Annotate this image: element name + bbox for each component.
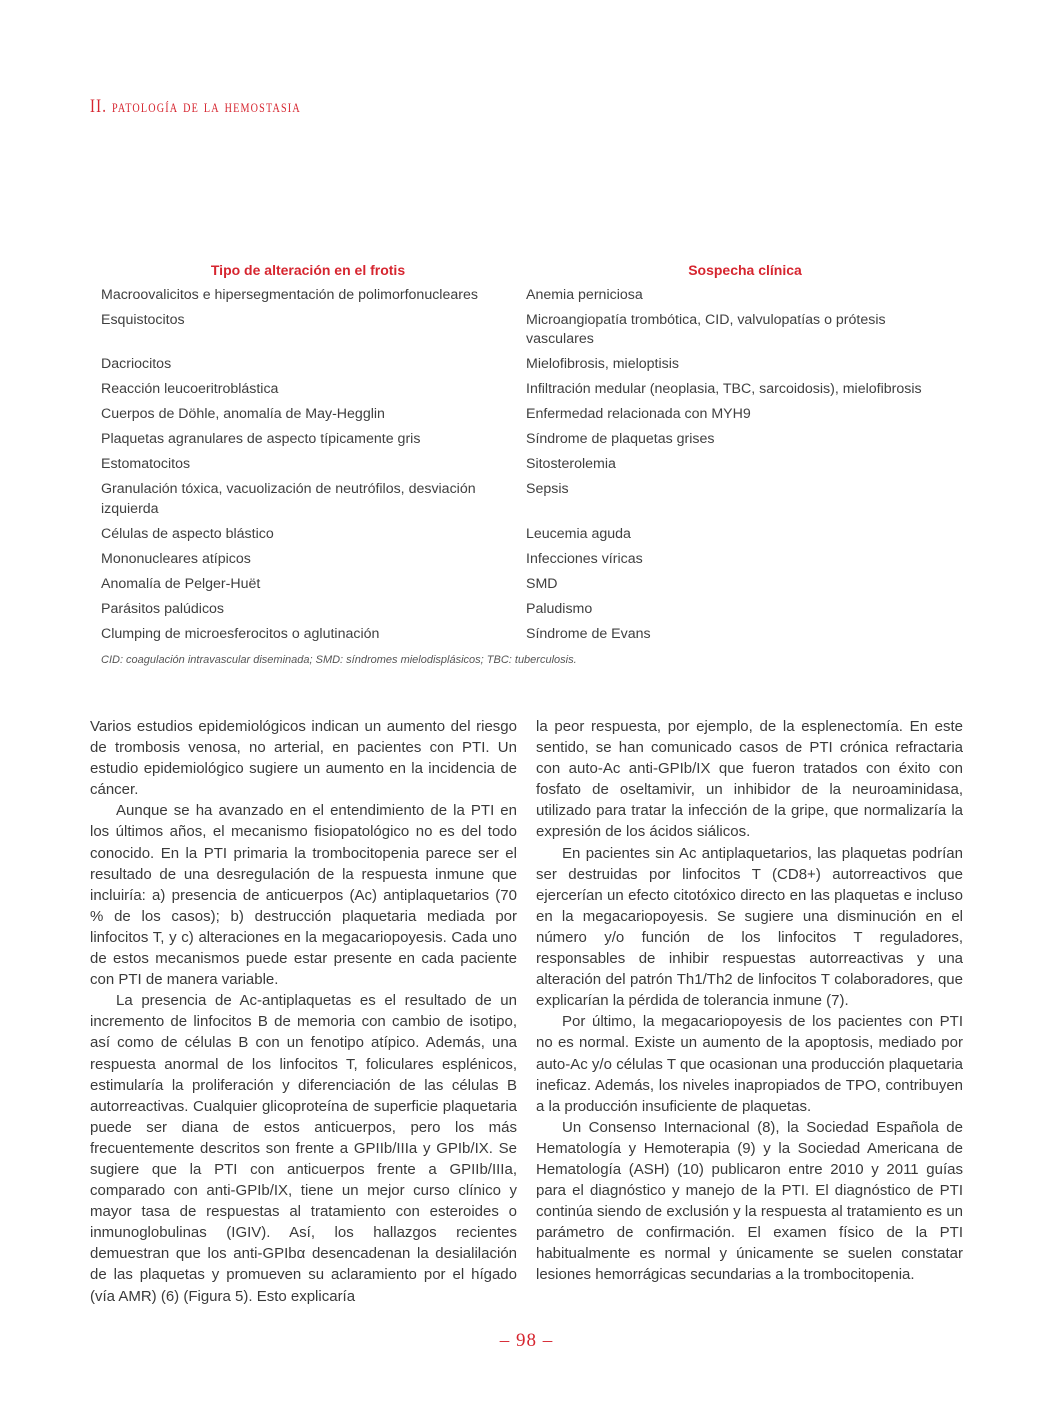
table-row [90,428,964,453]
table-cell-alteration: Mononucleares atípicos [101,550,251,567]
table-row [90,283,964,308]
table-row [90,378,964,403]
section-title: II. patología de la hemostasia [90,96,301,117]
table-cell-suspicion: Síndrome de Evans [526,625,651,642]
table-cell-alteration: Parásitos palúdicos [101,600,225,617]
table-cell-suspicion: Infiltración medular (neoplasia, TBC, sarcoidosis), mielofibrosis [526,381,922,397]
table-header-suspicion: Sospecha clínica [688,261,802,278]
smear-findings-table [90,258,964,647]
table-body [90,283,964,647]
table-cell-alteration: Esquistocitos [101,311,185,328]
table-cell-alteration: Reacción leucoeritroblástica [101,381,279,397]
table-header [90,258,964,283]
paragraph: la peor respuesta, por ejemplo, de la esplenectomía. En este sentido, se han comunicado casos de PTI crónica refractaria con auto-Ac anti-GPIb/IX que fueron tratados con éxito con fosfato de oseltamivir, un inhibidor de la neuroaminidasa, utilizado para tratar la infección de la gripe, que normalizaría la expresión de los ácidos siálicos. [536,718,963,841]
table-cell-alteration: Plaquetas agranulares de aspecto típicamente gris [101,431,421,447]
paragraph: Por último, la megacariopoyesis de los pacientes con PTI no es normal. Existe un aumento de la apoptosis, mediado por auto-Ac y/o células T que ocasionan una producción plaquetaria ineficaz. Además, los niveles inapropiados de TPO, contribuyen a la producción insuficiente de plaquetas. [536,1013,963,1115]
table-cell-suspicion: SMD [526,575,558,592]
paragraph: Varios estudios epidemiológicos indican un aumento del riesgo de trombosis venosa, no arterial, en pacientes con PTI. Un estudio epidemiológico sugiere un aumento en la incidencia de cáncer. [90,718,517,799]
table-cell-alteration: Células de aspecto blástico [101,525,274,542]
table-row [90,478,964,523]
table-row [90,308,964,353]
page-number: – 98 – [499,1330,554,1351]
table-row [90,353,964,378]
table-cell-suspicion: Enfermedad relacionada con MYH9 [526,406,751,422]
table-cell-alteration: Dacriocitos [101,356,172,372]
table-cell-suspicion: Sitosterolemia [526,456,616,472]
table-cell-alteration: Anomalía de Pelger-Huët [101,575,261,592]
table-cell-suspicion: Leucemia aguda [526,525,631,542]
body-column-right [536,716,963,1286]
paragraph: En pacientes sin Ac antiplaquetarios, las plaquetas podrían ser destruidas por linfocitos T (CD8+) autorreactivos que ejercerían un efecto citotóxico directo en las plaquetas e incluso en la megacariopoyesis. Se sugiere una disminución en el número y/o función de los linfocitos T reguladores, responsables de inhibir respuestas autorreactivas y una alteración del patrón Th1/Th2 de linfocitos T colaboradores, que explicarían la pérdida de tolerancia inmune (7). [536,844,963,1010]
table-cell-suspicion: Microangiopatía trombótica, CID, valvulopatías o prótesis vasculares [526,311,886,347]
table-row [90,522,964,547]
table-cell-alteration: Macroovalicitos e hipersegmentación de polimorfonucleares [101,286,478,303]
table-cell-suspicion: Sepsis [526,481,569,497]
table-row [90,547,964,572]
paragraph: La presencia de Ac-antiplaquetas es el resultado de un incremento de linfocitos B de memoria con cambio de isotipo, así como de células B con un fenotipo atípico. Además, una respuesta anormal de los linfocitos T, foliculares esplénicos, estimularía la proliferación y diferenciación de las células B autorreactivas. Cualquier glicoproteína de superficie plaquetaria puede ser diana de estos anticuerpos, pero los más frecuentemente descritos son frente a GPIIb/IIIa y GPIb/IX. Se sugiere que la PTI con anticuerpos frente a GPIIb/IIIa, comparado con anti-GPIb/IX, tiene un mejor curso clínico y mayor tasa de respuestas al tratamiento con esteroides o inmunoglobulinas (IGIV). Así, los hallazgos recientes demuestran que los anti-GPIbα desencadenan la desialilación de las plaquetas y promueven su aclaramiento por el hígado (vía AMR) (6) (Figura 5). Esto explicaría [90,992,517,1305]
table-row [90,597,964,622]
table-cell-suspicion: Mielofibrosis, mieloptisis [526,356,679,372]
table-footnote: CID: coagulación intravascular diseminada; SMD: síndromes mielodisplásicos; TBC: tuberculosis. [101,654,577,666]
table-cell-alteration: Granulación tóxica, vacuolización de neutrófilos, desviación izquierda [101,481,476,517]
table-cell-suspicion: Anemia perniciosa [526,286,643,303]
table-row [90,453,964,478]
paragraph: Aunque se ha avanzado en el entendimiento de la PTI en los últimos años, el mecanismo fisiopatológico no es del todo conocido. En la PTI primaria la trombocitopenia parece ser el resultado de una desregulación de la respuesta inmune que incluiría: a) presencia de anticuerpos (Ac) antiplaquetarios (70 % de los casos); b) destrucción plaquetaria mediada por linfocitos T, y c) alteraciones en la megacariopoyesis. Cada uno de estos mecanismos puede estar presente en cada paciente con PTI de manera variable. [90,802,517,989]
table-row [90,572,964,597]
table-cell-alteration: Estomatocitos [101,456,191,472]
table-cell-alteration: Clumping de microesferocitos o aglutinación [101,625,380,642]
body-column-left [90,716,517,1307]
table-cell-suspicion: Paludismo [526,600,593,617]
table-cell-alteration: Cuerpos de Döhle, anomalía de May-Hegglin [101,406,385,422]
table-header-alteration: Tipo de alteración en el frotis [210,261,406,278]
table-cell-suspicion: Infecciones víricas [526,550,643,567]
table-row [90,622,964,647]
paragraph: Un Consenso Internacional (8), la Sociedad Española de Hematología y Hemoterapia (9) y la Sociedad Americana de Hematología (ASH) (10) publicaron entre 2010 y 2011 guías para el diagnóstico y manejo de la PTI. El diagnóstico de PTI continúa siendo de exclusión y la respuesta al tratamiento es un parámetro de confirmación. El examen físico de la PTI habitualmente es normal y únicamente se suelen constatar lesiones hemorrágicas secundarias a la trombocitopenia. [536,1118,963,1284]
table-cell-suspicion: Síndrome de plaquetas grises [526,431,715,447]
table-row [90,403,964,428]
